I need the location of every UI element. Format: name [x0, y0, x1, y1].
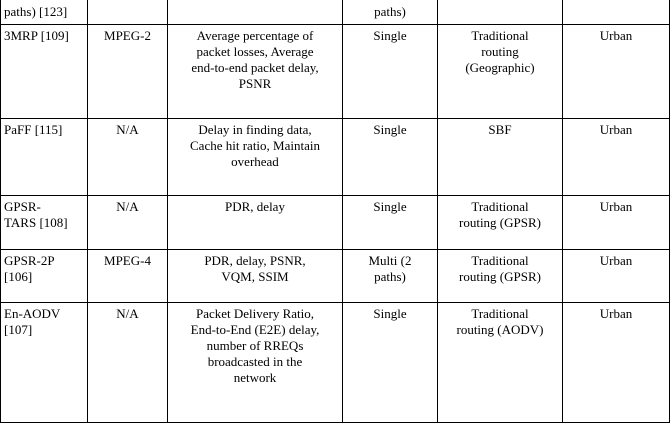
table-cell: En-AODV [107]	[1, 303, 88, 423]
table-cell	[88, 0, 168, 25]
table-cell	[563, 0, 670, 25]
table-cell: N/A	[88, 196, 168, 250]
table-cell: Traditional routing (Geographic)	[438, 25, 563, 119]
table-row	[1, 303, 670, 423]
table-row	[1, 119, 670, 196]
table-cell: Urban	[563, 250, 670, 303]
table-cell: Average percentage of packet losses, Average end-to-end packet delay, PSNR	[168, 25, 343, 119]
table-cell: PDR, delay, PSNR, VQM, SSIM	[168, 250, 343, 303]
table-cell	[168, 0, 343, 25]
table-row	[1, 196, 670, 250]
table-cell: SBF	[438, 119, 563, 196]
table-cell: MPEG-2	[88, 25, 168, 119]
table-cell: Urban	[563, 25, 670, 119]
table-cell: Delay in finding data, Cache hit ratio, Maintain overhead	[168, 119, 343, 196]
table-cell: PaFF [115]	[1, 119, 88, 196]
table-cell: MPEG-4	[88, 250, 168, 303]
table-row	[1, 250, 670, 303]
table-cell: Single	[343, 303, 438, 423]
table-cell: Urban	[563, 303, 670, 423]
table-cell: GPSR-2P [106]	[1, 250, 88, 303]
table-row	[1, 25, 670, 119]
table-cell: Traditional routing (GPSR)	[438, 196, 563, 250]
table-cell	[438, 0, 563, 25]
table-cell: PDR, delay	[168, 196, 343, 250]
table-cell: paths)	[343, 0, 438, 25]
table-cell: paths) [123]	[1, 0, 88, 25]
table-cell: Single	[343, 25, 438, 119]
table-cell: N/A	[88, 119, 168, 196]
table-cell: Traditional routing (AODV)	[438, 303, 563, 423]
table-cell: Packet Delivery Ratio, End-to-End (E2E) delay, number of RREQs broadcasted in the network	[168, 303, 343, 423]
table-cell: Traditional routing (GPSR)	[438, 250, 563, 303]
table-cell: Urban	[563, 196, 670, 250]
table-cell: N/A	[88, 303, 168, 423]
table-cell: 3MRP [109]	[1, 25, 88, 119]
table-cell: Single	[343, 196, 438, 250]
table-cell: Multi (2 paths)	[343, 250, 438, 303]
table-cell: Urban	[563, 119, 670, 196]
table-cell: GPSR- TARS [108]	[1, 196, 88, 250]
table-cell: Single	[343, 119, 438, 196]
table-row	[1, 0, 670, 25]
